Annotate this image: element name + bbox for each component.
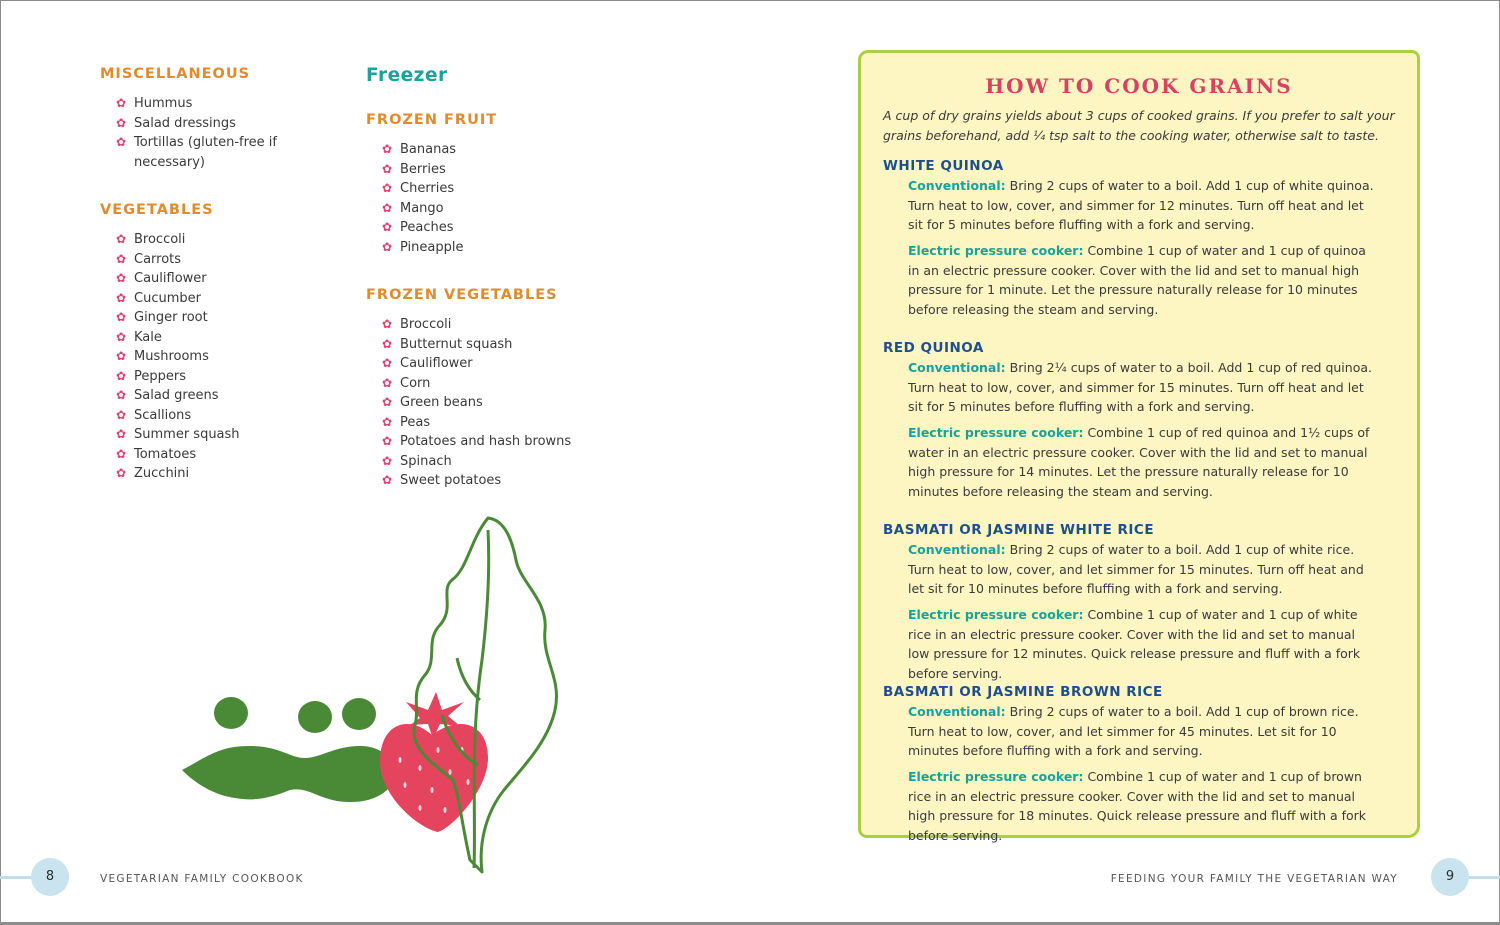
flower-bullet-icon: ✿	[382, 200, 393, 215]
freezer-heading: Freezer	[366, 65, 448, 86]
item-list	[100, 94, 310, 172]
item-list	[100, 230, 310, 484]
list-item: ✿ Green beans	[382, 395, 483, 410]
flower-bullet-icon: ✿	[116, 271, 127, 285]
flower-bullet-icon: ✿	[116, 232, 127, 246]
list-item: ✿ Kale	[116, 329, 162, 345]
list-item: ✿ Cauliflower	[116, 271, 207, 286]
list-item: ✿ Broccoli	[116, 232, 186, 247]
list-item: ✿ Berries	[382, 161, 446, 177]
flower-bullet-icon: ✿	[382, 473, 393, 487]
list-item: ✿ Cauliflower	[382, 356, 473, 371]
flower-bullet-icon: ✿	[116, 329, 127, 344]
list-item: ✿ Salad greens	[116, 388, 219, 403]
list-item: ✿ Ginger root	[116, 310, 208, 325]
list-item: ✿ Peaches	[382, 220, 454, 235]
running-title: FEEDING YOUR FAMILY THE VEGETARIAN WAY	[1110, 873, 1398, 885]
method-conventional: Conventional: Bring 2¼ cups of water to a boil. Add 1 cup of red quinoa. Turn heat to low, cover, and simmer for 15 minutes. Turn off heat and let sit for 5 minutes before fluffing with a fork and serving.	[908, 360, 1372, 414]
section-title: FROZEN FRUIT	[366, 112, 498, 128]
method-conventional: Conventional: Bring 2 cups of water to a boil. Add 1 cup of white rice. Turn heat to low, cover, and let simmer for 15 minutes. Turn off heat and let sit for 10 minutes before fluffing with a fork and serving.	[908, 542, 1364, 596]
flower-bullet-icon: ✿	[382, 375, 393, 390]
flower-bullet-icon: ✿	[382, 220, 393, 234]
flower-bullet-icon: ✿	[116, 251, 127, 266]
flower-bullet-icon: ✿	[116, 466, 127, 480]
section-title: MISCELLANEOUS	[100, 66, 251, 82]
method-pressure-cooker: Electric pressure cooker: Combine 1 cup of red quinoa and 1½ cups of water in an electric pressure cooker. Cover with the lid and set to manual high pressure for 14 minutes. Let the pressure naturally release for 10 minutes before releasing the steam and serving.	[908, 425, 1370, 499]
flower-bullet-icon: ✿	[116, 349, 127, 363]
flower-bullet-icon: ✿	[382, 356, 393, 370]
list-item: ✿ Mango	[382, 200, 444, 216]
page-number: 9	[1431, 858, 1469, 896]
list-item: ✿ Tomatoes	[116, 446, 197, 462]
flower-bullet-icon: ✿	[116, 310, 127, 324]
list-item: ✿ Salad dressings	[116, 115, 236, 131]
method-pressure-cooker: Electric pressure cooker: Combine 1 cup of water and 1 cup of quinoa in an electric pressure cooker. Cover with the lid and set to manual high pressure for 1 minute. Let the pressure naturally release for 10 minutes before releasing the steam and serving.	[908, 243, 1366, 317]
flower-bullet-icon: ✿	[116, 388, 127, 402]
item-list	[366, 140, 626, 257]
list-item: ✿ Pineapple	[382, 239, 464, 255]
grain-heading-white-rice: BASMATI OR JASMINE WHITE RICE	[883, 522, 1155, 538]
item-list	[366, 315, 626, 491]
left-column-2	[366, 64, 626, 519]
list-item: ✿ Spinach	[382, 453, 452, 469]
list-item: ✿ Potatoes and hash browns	[382, 434, 572, 449]
flower-bullet-icon: ✿	[116, 446, 127, 461]
section-title: FROZEN VEGETABLES	[366, 287, 558, 303]
how-to-cook-grains-box	[858, 50, 1420, 843]
flower-bullet-icon: ✿	[116, 427, 127, 441]
flower-bullet-icon: ✿	[382, 181, 393, 195]
list-item: ✿ Hummus	[116, 96, 193, 111]
flower-bullet-icon: ✿	[382, 317, 393, 331]
flower-bullet-icon: ✿	[382, 239, 393, 254]
page-number: 8	[31, 858, 69, 896]
method-pressure-cooker: Electric pressure cooker: Combine 1 cup of water and 1 cup of white rice in an electric pressure cooker. Cover with the lid and set to manual low pressure for 12 minutes. Quick release pressure and fluff with a fork before serving.	[908, 607, 1361, 681]
section-title: VEGETABLES	[100, 202, 214, 218]
list-item: ✿ Peas	[382, 414, 431, 430]
method-pressure-cooker: Electric pressure cooker: Combine 1 cup of water and 1 cup of brown rice in an electric pressure cooker. Cover with the lid and set to manual high pressure for 18 minutes. Quick release pressure and fluff with a fork before serving.	[908, 769, 1367, 843]
flower-bullet-icon: ✿	[382, 434, 393, 448]
list-item: ✿ Peppers	[116, 368, 186, 384]
method-conventional: Conventional: Bring 2 cups of water to a boil. Add 1 cup of white quinoa. Turn heat to low, cover, and simmer for 12 minutes. Turn off heat and let sit for 5 minutes before fluffing with a fork and serving.	[908, 178, 1374, 232]
section-frozen-vegetables	[366, 285, 626, 491]
flower-bullet-icon: ✿	[382, 336, 393, 351]
flower-bullet-icon: ✿	[116, 96, 127, 110]
list-item: ✿ Carrots	[116, 251, 182, 267]
flower-bullet-icon: ✿	[382, 395, 393, 409]
section-vegetables	[100, 200, 310, 484]
flower-bullet-icon: ✿	[382, 453, 393, 468]
list-item: ✿ Cherries	[382, 181, 455, 196]
flower-bullet-icon: ✿	[382, 414, 393, 429]
running-title: VEGETARIAN FAMILY COOKBOOK	[100, 873, 304, 885]
list-item: ✿ Bananas	[382, 142, 457, 157]
flower-bullet-icon: ✿	[116, 135, 127, 149]
flower-bullet-icon: ✿	[116, 368, 127, 383]
left-column-1	[100, 64, 310, 512]
list-item: ✿ Zucchini	[116, 466, 190, 481]
grain-heading-red-quinoa: RED QUINOA	[883, 340, 984, 356]
flower-bullet-icon: ✿	[116, 290, 127, 305]
vegetable-illustration	[170, 510, 570, 880]
list-item: ✿ Sweet potatoes	[382, 473, 502, 488]
box-title: HOW TO COOK GRAINS	[985, 74, 1293, 98]
list-item: ✿ Broccoli	[382, 317, 452, 332]
method-conventional: Conventional: Bring 2 cups of water to a boil. Add 1 cup of brown rice. Turn heat to low, cover, and let simmer for 45 minutes. Let sit for 10 minutes before fluffing with a fork and serving.	[908, 704, 1359, 758]
list-item: ✿ Scallions	[116, 407, 192, 423]
flower-bullet-icon: ✿	[116, 407, 127, 422]
list-item: ✿ Cucumber	[116, 290, 201, 306]
right-footer	[1100, 858, 1500, 898]
section-miscellaneous	[100, 64, 310, 172]
grain-heading-white-quinoa: WHITE QUINOA	[883, 158, 1004, 174]
flower-bullet-icon: ✿	[382, 142, 393, 156]
list-item: ✿ Butternut squash	[382, 336, 513, 352]
list-item: ✿ Corn	[382, 375, 431, 391]
box-intro: A cup of dry grains yields about 3 cups of cooked grains. If you prefer to salt your grains beforehand, add ¼ tsp salt to the cooking water, otherwise salt to taste.	[883, 108, 1395, 143]
list-item: ✿ Tortillas (gluten-free if necessary)	[116, 135, 277, 170]
section-frozen-fruit	[366, 110, 626, 257]
left-footer	[0, 858, 320, 898]
grain-heading-brown-rice: BASMATI OR JASMINE BROWN RICE	[883, 684, 1163, 700]
list-item: ✿ Mushrooms	[116, 349, 209, 364]
flower-bullet-icon: ✿	[382, 161, 393, 176]
pea-pod-illustration	[182, 697, 400, 802]
flower-bullet-icon: ✿	[116, 115, 127, 130]
list-item: ✿ Summer squash	[116, 427, 240, 442]
